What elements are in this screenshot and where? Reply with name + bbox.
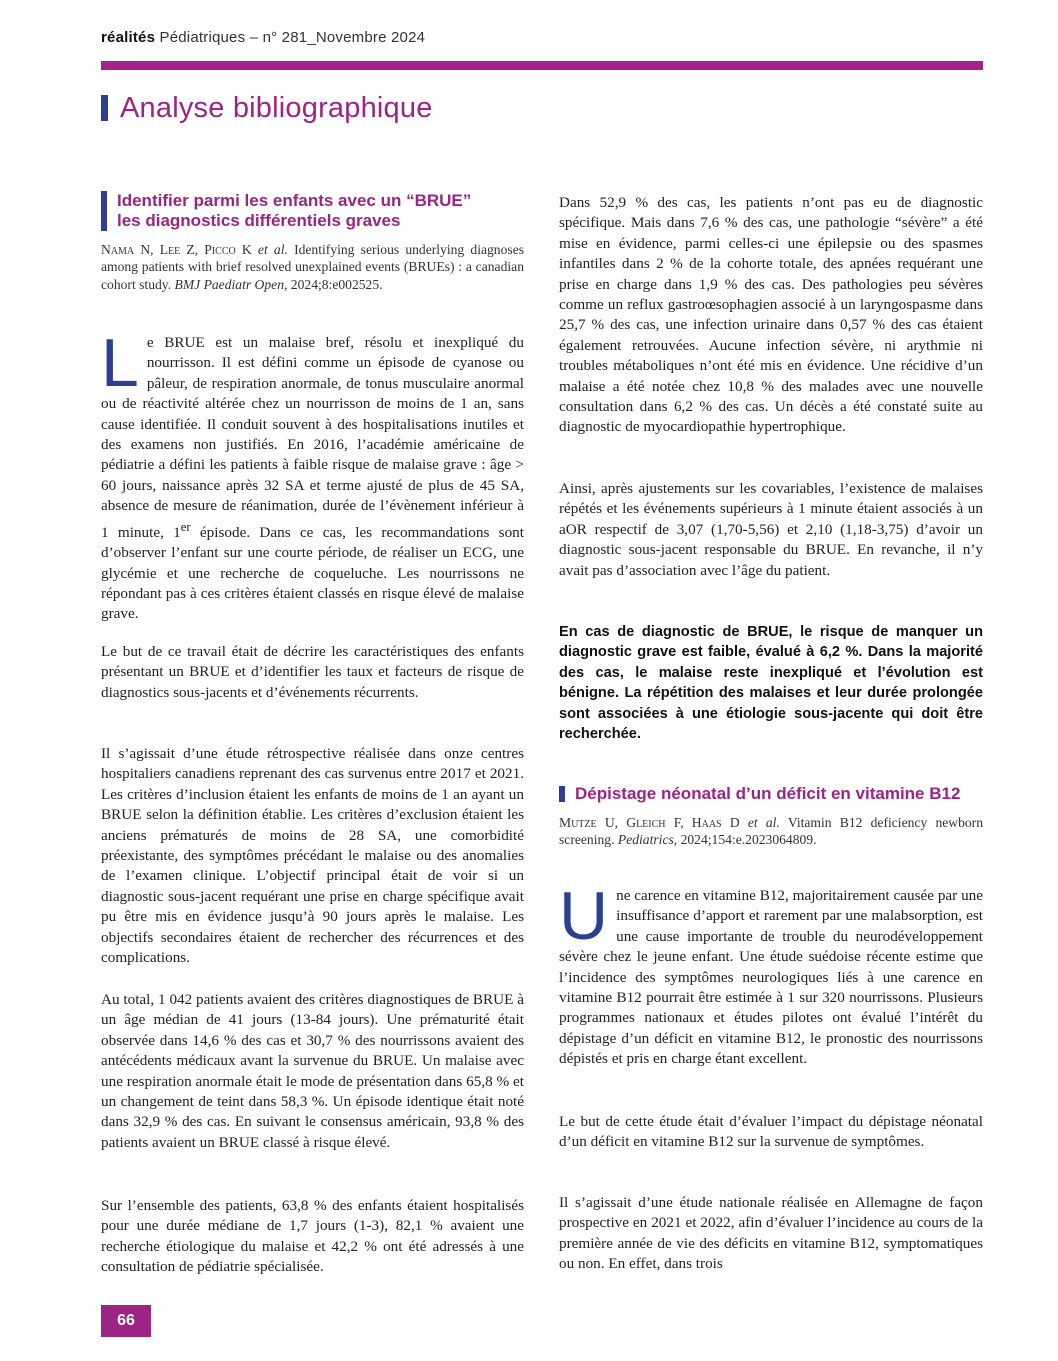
article2-ref-journal: Pediatrics, [617, 832, 678, 848]
article1-title [117, 191, 471, 231]
article1-p1-text: e BRUE est un malaise bref, résolu et inexpliqué du nourrisson. Il est défini comme un épisode de cyanose ou pâleur, de respiration anormale, de tonus musculaire anormal ou de réactivité altérée chez un nourrisson de moins de 1 an, sans cause identifiée. Il conduit souvent à des hospitalisations inutiles et des examens non justifiés. En 2016, l’académie américaine de pédiatrie a défini les patients à faible risque de malaise grave : âge > 60 jours, naissance après 32 SA et terme ajusté de plus de 45 SA, absence de mesure de réanimation, durée de l’évènement inférieur à 1 minute, 1 [101, 334, 524, 541]
journal-issue: Pédiatriques – n° 281_Novembre 2024 [159, 29, 426, 46]
article2-heading [559, 784, 960, 804]
article1-p1-text-cont: épisode. Dans ce cas, les recommandations sont d’observer l’enfant sur une courte période, de réaliser un ECG, une glycémie et une recherche de coqueluche. Les nourrissons ne répondant pas à ces critères étaient classés en risque élevé de malaise grave. [101, 523, 524, 623]
article1-p1-sup: er [180, 519, 191, 534]
article2-marker [559, 786, 565, 802]
article1-heading [101, 191, 471, 231]
running-header [101, 29, 425, 46]
article1-ref-title: Identifying serious underlying diagnoses among patients with brief resolved unexplained events (BRUEs) : a canadian cohort study. [101, 242, 525, 292]
article2-paragraph-1 [559, 878, 983, 1070]
section-heading [101, 91, 433, 125]
article2-ref-title: Vitamin B12 deficiency newborn screening. [559, 815, 984, 848]
article1-marker [101, 191, 107, 231]
article2-paragraph-3: Il s’agissait d’une étude nationale réalisée en Allemagne de façon prospective en 2021 et 2022, afin d’évaluer l’incidence au cours de la première année de vie des déficits en vitamine B12, symptomatiques ou non. En effet, dans trois [559, 1194, 983, 1273]
article1-paragraph-7: Ainsi, après ajustements sur les covariables, l’existence de malaises répétés et les événements supérieurs à 1 minute étaient associés à un aOR respectif de 3,07 (1,70-5,56) et 2,10 (1,18-3,75) d’avoir un diagnostic sous-jacent responsable du BRUE. En revanche, il n’y avait pas d’association avec l’âge du patient. [559, 480, 983, 579]
article2-ref-volume: 2024;154:e.2023064809. [680, 832, 817, 848]
page-title: Analyse bibliographique [120, 91, 433, 124]
article1-paragraph-5: Sur l’ensemble des patients, 63,8 % des enfants étaient hospitalisés pour une durée médiane de 1,7 jours (1-3), 82,1 % avaient une recherche étiologique du malaise et 42,2 % ont été adressés à une consultation de pédiatrie spécialisée. [101, 1197, 524, 1276]
dropcap-L: L [101, 325, 139, 401]
article2-ref-etal: et al. [747, 815, 780, 830]
dropcap-U: U [559, 878, 609, 954]
page-number: 66 [101, 1305, 151, 1337]
article2-p1-text: ne carence en vitamine B12, majoritairement causée par une insuffisance d’apport et rarement par une malabsorption, est une cause importante de trouble du neurodéveloppement sévère chez le jeune enfant. Une étude suédoise récente estime que l’incidence des symptômes neurologiques liés à une carence en vitamine B12 pourrait être estimée à 1 sur 320 nourrissons. Plusieurs programmes nationaux et études pilotes ont évalué l’intérêt du dépistage d’un déficit en vitamine B12, le pronostic des nourrissons dépistés et pris en charge étant excellent. [559, 887, 983, 1068]
article1-ref-authors: Nama N, Lee Z, Picco K [101, 242, 252, 257]
article1-ref-journal: BMJ Paediatr Open, [174, 276, 288, 292]
article1-paragraph-6: Dans 52,9 % des cas, les patients n’ont pas eu de diagnostic spécifique. Mais dans 7,6 % des cas, une pathologie “sévère” a été mise en évidence, parmi celles-ci une épilepsie ou des spasmes infantiles dans 2 % de la cohorte totale, des apnées requérant une prise en charge dans 1,9 % des cas. Des pathologies peu sévères comme un reflux gastroœsophagien associé à un laryngospasme dans 25,7 % des cas, une infection urinaire dans 0,57 % des cas étaient également retrouvées. Aucune infection sévère, ni arythmie ni troubles métaboliques n’ont été mis en évidence. Une récidive d’un malaise a été notée chez 10,8 % des malades avec une nouvelle consultation dans 6,2 % des cas. Un décès a été constaté suite au diagnostic de myocardiopathie hypertrophique. [559, 194, 983, 436]
article2-reference [559, 814, 983, 849]
article1-paragraph-4: Au total, 1 042 patients avaient des critères diagnostiques de BRUE à un âge médian de 41 jours (13-84 jours). Une prématurité était observée dans 14,6 % des cas et 30,7 % des nourrissons avaient des antécédents médicaux avant la survenue du BRUE. Un malaise avec une respiration anormale était le mode de présentation dans 65,8 % et un changement de teint dans 58,3 %. Un épisode identique était noté dans 32,9 % des cas. En suivant le consensus américain, 93,8 % des patients avaient un BRUE classé à risque élevé. [101, 991, 524, 1151]
article1-paragraph-2: Le but de ce travail était de décrire les caractéristiques des enfants présentant un BRUE et d’identifier les taux et facteurs de risque de diagnostics sous-jacents et d’événements récurrents. [101, 643, 524, 701]
journal-name: réalités [101, 29, 156, 46]
article1-paragraph-3: Il s’agissait d’une étude rétrospective réalisée dans onze centres hospitaliers canadiens reprenant des cas survenus entre 2017 et 2021. Les critères d’inclusion étaient les enfants de moins de 1 an ayant un BRUE selon la définition établie. Les critères d’exclusion étaient les anciens prématurés de moins de 28 SA, une comorbidité préexistante, des symptômes précédant le malaise ou des anomalies de l’examen clinique. L’objectif principal était de voir si un diagnostic sous-jacent requérant une prise en charge spécifique avait pu être mis en évidence jusqu’à 90 jours après le malaise. Les objectifs secondaires étaient de rechercher des récurrences et des complications. [101, 745, 524, 967]
article2-title: Dépistage néonatal d’un déficit en vitamine B12 [575, 784, 961, 803]
article1-ref-volume: 2024;8:e002525. [290, 276, 383, 292]
article1-title-line2: les diagnostics différentiels graves [117, 211, 401, 230]
article1-title-line1: Identifier parmi les enfants avec un “BRUE” [117, 191, 472, 210]
article2-paragraph-2: Le but de cette étude était d’évaluer l’impact du dépistage néonatal d’un déficit en vitamine B12 sur la survenue de symptômes. [559, 1113, 983, 1151]
article1-paragraph-1 [101, 325, 524, 625]
article1-reference [101, 241, 524, 293]
section-marker [101, 95, 108, 121]
header-rule [101, 61, 983, 70]
article1-conclusion: En cas de diagnostic de BRUE, le risque de manquer un diagnostic grave est faible, évalué à 6,2 %. Dans la majorité des cas, le malaise reste inexpliqué et l’évolution est bénigne. La répétition des malaises et leur durée prolongée sont associées à une étiologie sous-jacente qui doit être recherchée. [559, 624, 983, 743]
article2-ref-authors: Mutze U, Gleich F, Haas D [559, 815, 740, 830]
article1-ref-etal: et al. [257, 242, 288, 257]
